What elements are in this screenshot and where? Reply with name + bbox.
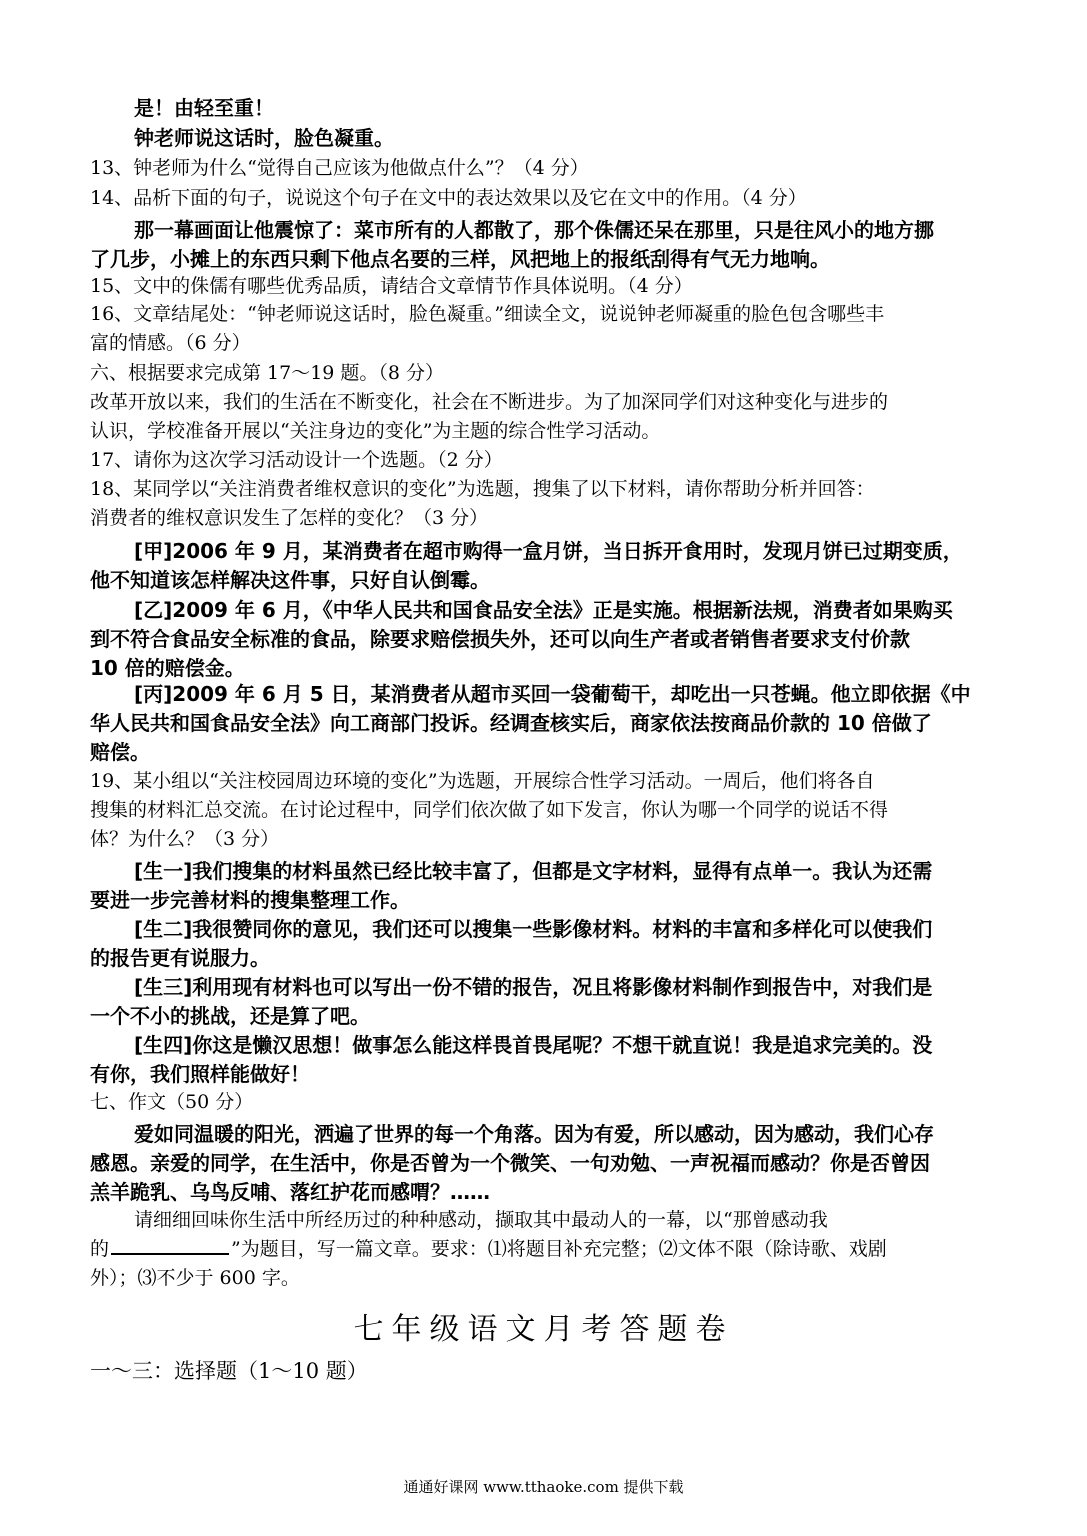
question-17: 17、请你为这次学习活动设计一个选题。（2 分） (90, 449, 503, 471)
text-line: 改革开放以来，我们的生活在不断变化，社会在不断进步。为了加深同学们对这种变化与进步的 (90, 391, 889, 413)
text-line: 认识，学校准备开展以“关注身边的变化”为主题的综合性学习活动。 (90, 420, 661, 442)
section-subtitle: 一～三：选择题（1～10 题） (90, 1359, 368, 1383)
material-yi: [乙]2009 年 6 月，《中华人民共和国食品安全法》正是实施。根据新法规，消费者如果购买 (134, 598, 953, 622)
text-rest: ”为题目，写一篇文章。要求：⑴将题目补充完整；⑵文体不限（除诗歌、戏剧 (231, 1238, 887, 1260)
question-13: 13、钟老师为什么“觉得自己应该为他做点什么”？（4 分） (90, 157, 589, 179)
material-bing: 华人民共和国食品安全法》向工商部门投诉。经调查核实后，商家依法按商品价款的 10 倍做了 (90, 711, 932, 735)
page-title: 七年级语文月考答题卷 (353, 1312, 734, 1347)
student-1: 要进一步完善材料的搜集整理工作。 (90, 888, 410, 912)
question-18: 消费者的维权意识发生了怎样的变化？（3 分） (90, 507, 489, 529)
text-prefix: 的 (90, 1238, 110, 1260)
essay-instruction (90, 1234, 887, 1261)
question-16: 16、文章结尾处：“钟老师说这话时，脸色凝重。”细读全文，说说钟老师凝重的脸色包含哪些丰 (90, 303, 885, 325)
student-2: [生二]我很赞同你的意见，我们还可以搜集一些影像材料。材料的丰富和多样化可以使我们 (134, 917, 933, 941)
student-2: 的报告更有说服力。 (90, 946, 270, 970)
text-line: 是！由轻至重！ (134, 96, 274, 120)
section-heading: 六、根据要求完成第 17～19 题。（8 分） (90, 362, 445, 384)
question-18: 18、某同学以“关注消费者维权意识的变化”为选题，搜集了以下材料，请你帮助分析并回答： (90, 478, 875, 500)
material-jia: [甲]2006 年 9 月，某消费者在超市购得一盒月饼，当日拆开食用时，发现月饼已过期变质， (134, 539, 963, 563)
student-4: [生四]你这是懒汉思想！做事怎么能这样畏首畏尾呢？不想干就直说！我是追求完美的。没 (134, 1033, 933, 1057)
title-blank (111, 1239, 229, 1255)
material-jia: 他不知道该怎样解决这件事，只好自认倒霉。 (90, 568, 490, 592)
material-bing: 赔偿。 (90, 740, 150, 764)
essay-instruction: 外）；⑶不少于 600 字。 (90, 1267, 300, 1289)
page-footer: 通通好课网 www.tthaoke.com 提供下载 (403, 1478, 684, 1496)
question-14: 14、品析下面的句子，说说这个句子在文中的表达效果以及它在文中的作用。（4 分） (90, 187, 807, 209)
student-4: 有你，我们照样能做好！ (90, 1062, 310, 1086)
question-16: 富的情感。（6 分） (90, 332, 251, 354)
student-3: 一个不小的挑战，还是算了吧。 (90, 1004, 370, 1028)
essay-instruction: 请细细回味你生活中所经历过的种种感动，撷取其中最动人的一幕，以“那曾感动我 (134, 1209, 828, 1231)
material-yi: 10 倍的赔偿金。 (90, 656, 245, 680)
student-1: [生一]我们搜集的材料虽然已经比较丰富了，但都是文字材料，显得有点单一。我认为还需 (134, 859, 933, 883)
text-line: 钟老师说这话时，脸色凝重。 (134, 126, 394, 150)
student-3: [生三]利用现有材料也可以写出一份不错的报告，况且将影像材料制作到报告中，对我们是 (134, 975, 933, 999)
question-19: 体？为什么？（3 分） (90, 828, 280, 850)
essay-prompt: 爱如同温暖的阳光，洒遍了世界的每一个角落。因为有爱，所以感动，因为感动，我们心存 (134, 1122, 934, 1146)
question-19: 搜集的材料汇总交流。在讨论过程中，同学们依次做了如下发言，你认为哪一个同学的说话不得 (90, 799, 889, 821)
material-bing: [丙]2009 年 6 月 5 日，某消费者从超市买回一袋葡萄干，却吃出一只苍蝇。他立即依据《中 (134, 682, 971, 706)
quoted-passage: 了几步，小摊上的东西只剩下他点名要的三样，风把地上的报纸刮得有气无力地响。 (90, 247, 830, 271)
essay-prompt: 感恩。亲爱的同学，在生活中，你是否曾为一个微笑、一句劝勉、一声祝福而感动？你是否曾因 (90, 1151, 930, 1175)
essay-prompt: 羔羊跪乳、乌鸟反哺、落红护花而感喟？…… (90, 1180, 490, 1204)
material-yi: 到不符合食品安全标准的食品，除要求赔偿损失外，还可以向生产者或者销售者要求支付价款 (90, 627, 910, 651)
section-heading: 七、作文（50 分） (90, 1091, 254, 1113)
question-19: 19、某小组以“关注校园周边环境的变化”为选题，开展综合性学习活动。一周后，他们将各自 (90, 770, 875, 792)
question-15: 15、文中的侏儒有哪些优秀品质，请结合文章情节作具体说明。（4 分） (90, 275, 693, 297)
quoted-passage: 那一幕画面让他震惊了：菜市所有的人都散了，那个侏儒还呆在那里，只是往风小的地方挪 (134, 218, 934, 242)
